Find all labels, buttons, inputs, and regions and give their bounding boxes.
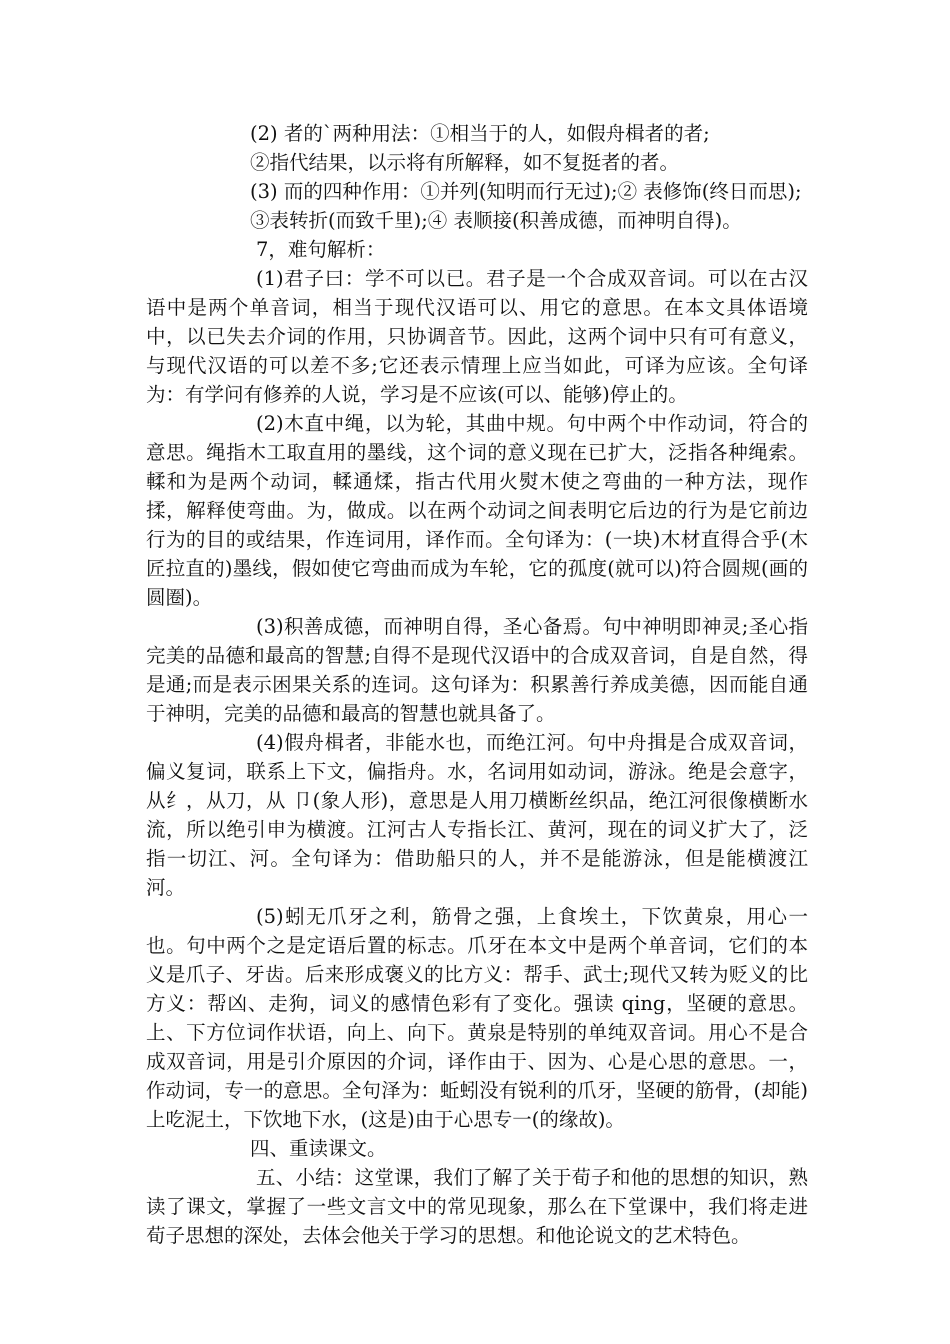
summary-paragraph: 五、小结：这堂课，我们了解了关于荀子和他的思想的知识，熟读了课文，掌握了一些文言文中的常见现象，那么在下堂课中，我们将走进荀子思想的深处，去体会他关于学习的思想。和他论说文的艺术特色。 (146, 1166, 808, 1247)
sentence-analysis-4: (4)假舟楫者，非能水也，而绝江河。句中舟揖是合成双音词，偏义复词，联系上下文，偏指舟。水，名词用如动词，游泳。绝是会意字，从纟，从刀，从 卩(象人形)，意思是人用刀横断丝织品，绝江河很像横断水流，所以绝引申为横渡。江河古人专指长江、黄河，现在的词义扩大了，泛指一切江、河。全句译为：借助船只的人，并不是能游泳，但是能横渡江河。 (146, 731, 808, 899)
section-heading-7: 7，难句解析： (256, 238, 386, 261)
document-body (146, 119, 808, 1250)
usage-line-2b: ②指代结果，以示将有所解释，如不复挺者的者。 (250, 151, 680, 174)
usage-line-2: (2) 者的`两种用法：①相当于的人，如假舟楫者的者; (250, 122, 710, 145)
sentence-analysis-1: (1)君子曰：学不可以已。君子是一个合成双音词。可以在古汉语中是两个单音词，相当于现代汉语可以、用它的意思。在本文具体语境中，以已失去介词的作用，只协调音节。因此，这两个词中只有可有意义，与现代汉语的可以差不多;它还表示情理上应当如此，可译为应该。全句译为：有学问有修养的人说，学习是不应该(可以、能够)停止的。 (146, 267, 808, 406)
sentence-analysis-3: (3)积善成德，而神明自得，圣心备焉。句中神明即神灵;圣心指完美的品德和最高的智慧;自得不是现代汉语中的合成双音词，自是自然，得是通;而是表示困果关系的连词。这句译为：积累善行养成美德，因而能自通于神明，完美的品德和最高的智慧也就具备了。 (146, 615, 808, 725)
section-heading-4: 四、重读课文。 (250, 1137, 387, 1160)
usage-line-3: (3) 而的四种作用：①并列(知明而行无过);② 表修饰(终日而思); (250, 180, 802, 203)
sentence-analysis-2: (2)木直中绳，以为轮，其曲中规。句中两个中作动词，符合的意思。绳指木工取直用的墨线，这个词的意义现在已扩大，泛指各种绳索。輮和为是两个动词，輮通煣，指古代用火熨木使之弯曲的一种方法，现作揉，解释使弯曲。为，做成。以在两个动词之间表明它后边的行为是它前边行为的目的或结果，作连词用，译作而。全句译为：(一块)木材直得合乎(木匠拉直的)墨线，假如使它弯曲而成为车轮，它的孤度(就可以)符合圆规(画的圆圈)。 (146, 412, 808, 609)
sentence-analysis-5: (5)蚓无爪牙之利，筋骨之强，上食埃土，下饮黄泉，用心一也。句中两个之是定语后置的标志。爪牙在本文中是两个单音词，它们的本义是爪子、牙齿。后来形成褒义的比方义：帮手、武士;现代又转为贬义的比方义：帮凶、走狗，词义的感情色彩有了变化。强读 qing，坚硬的意思。上、下方位词作状语，向上、向下。黄泉是特别的单纯双音词。用心不是合成双音词，用是引介原因的介词，译作由于、因为、心是心思的意思。一，作动词，专一的意思。全句泽为：蚯蚓没有锐利的爪牙，坚硬的筋骨，(却能)上吃泥土，下饮地下水，(这是)由于心思专一(的缘故)。 (146, 905, 808, 1131)
usage-line-3b: ③表转折(而致千里);④ 表顺接(积善成德，而神明自得)。 (250, 209, 742, 232)
